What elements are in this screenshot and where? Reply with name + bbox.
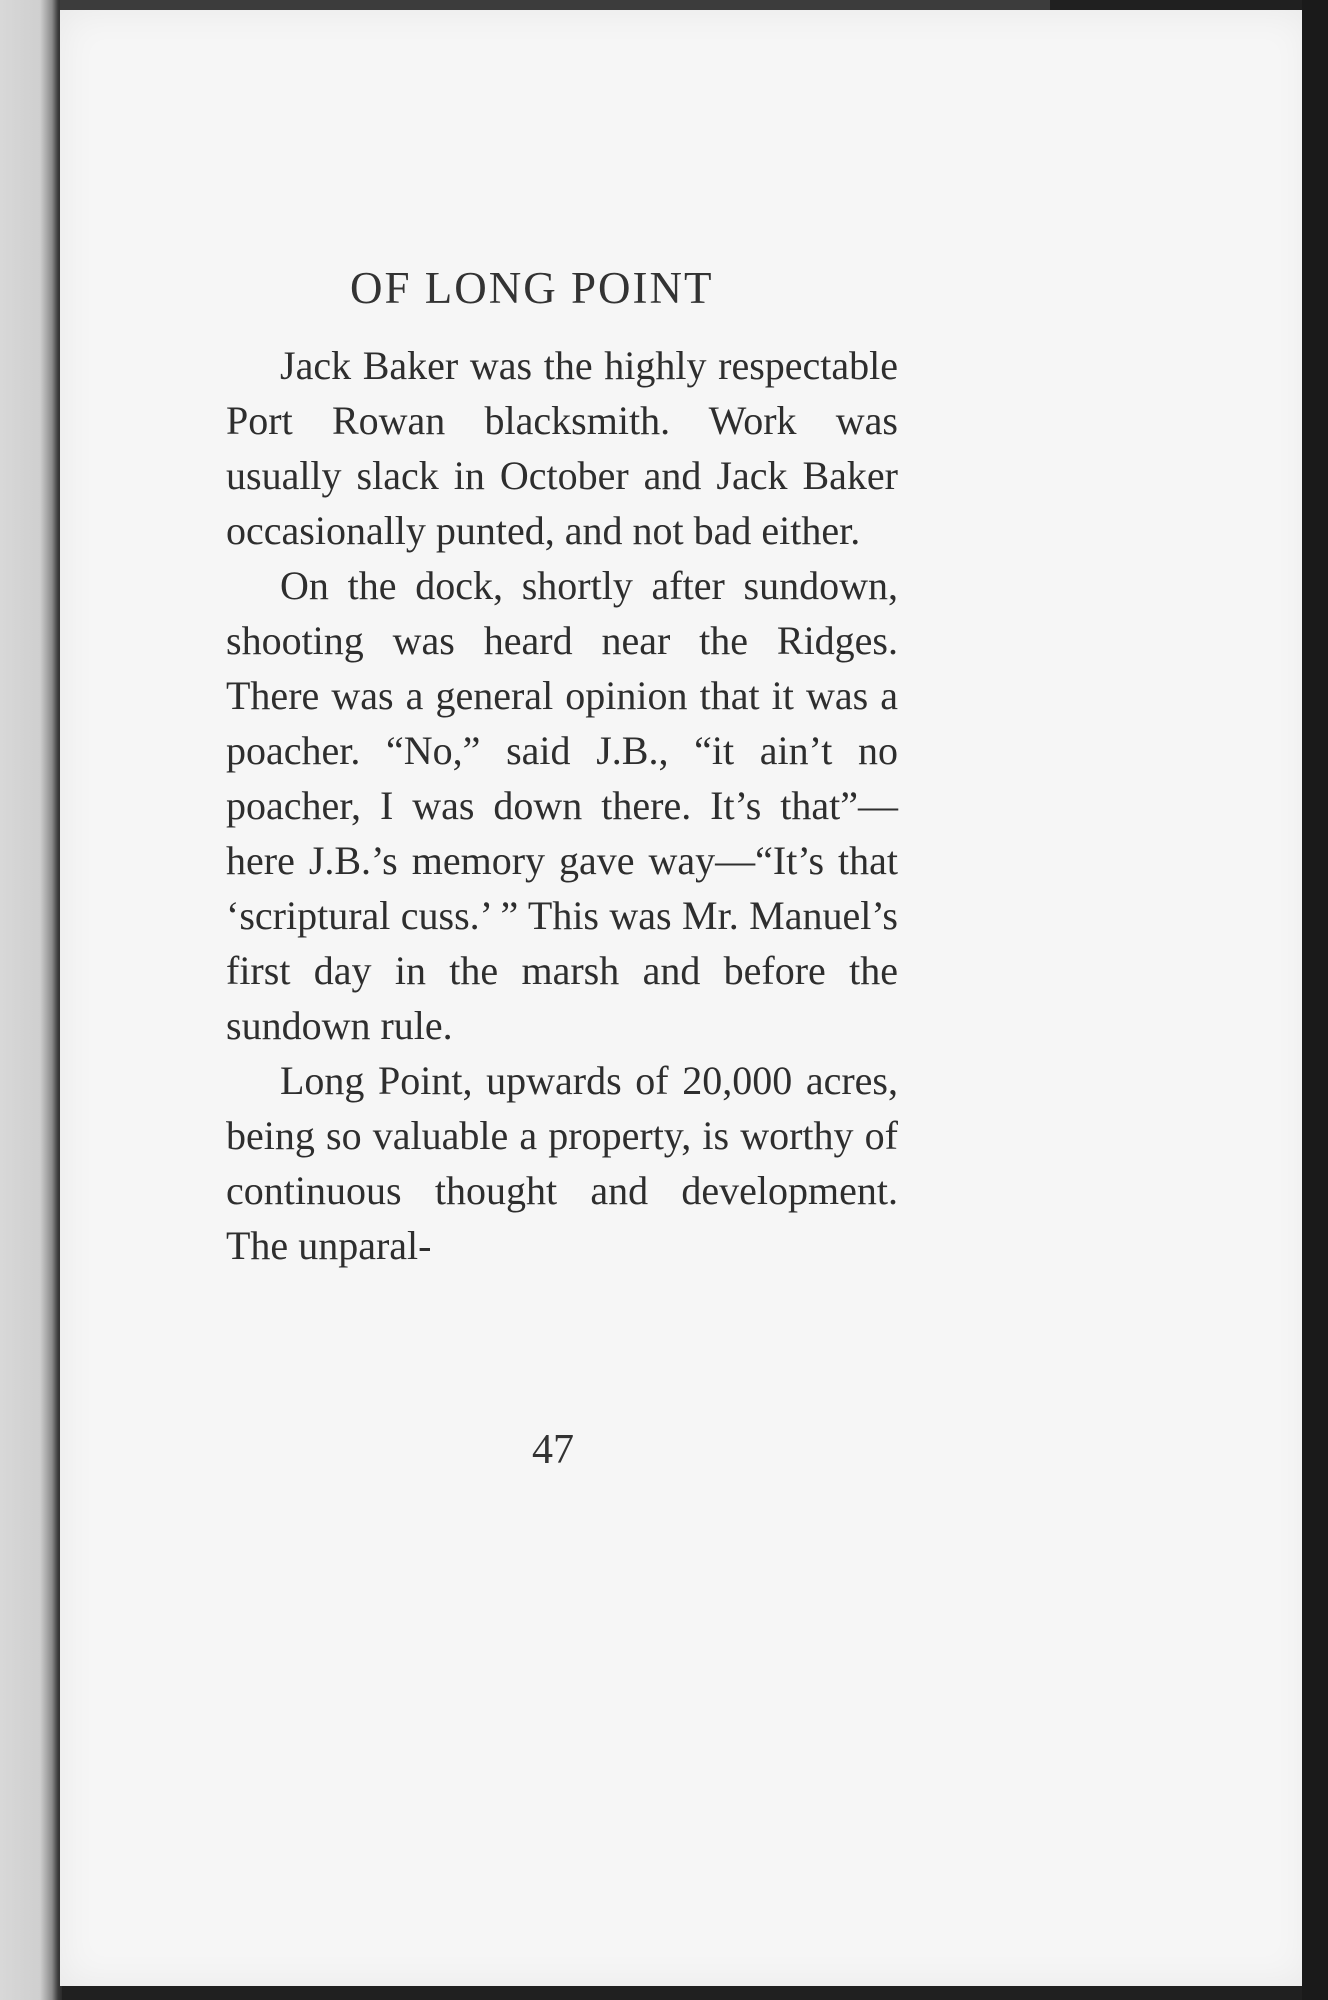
scan-right-edge: [1302, 0, 1328, 2000]
paragraph: Jack Baker was the highly respectable Port Rowan blacksmith. Work was usually slack in October and Jack Baker occasionally punted, and not bad either.: [226, 343, 898, 553]
book-binding-edge: [0, 0, 62, 2000]
running-header: OF LONG POINT: [350, 263, 714, 313]
page-number: 47: [532, 1427, 574, 1473]
paragraph: Long Point, upwards of 20,000 acres, being so valuable a property, is worthy of continuous thought and development. The unparal-: [226, 1058, 898, 1268]
paragraph: On the dock, shortly after sundown, shooting was heard near the Ridges. There was a general opinion that it was a poacher. “No,” said J.B., “it ain’t no poacher, I was down there. It’s that”—here J.B.’s memory gave way—“It’s that ‘scriptural cuss.’ ” This was Mr. Manuel’s first day in the marsh and before the sundown rule.: [226, 563, 898, 1048]
body-text: [226, 338, 898, 1273]
